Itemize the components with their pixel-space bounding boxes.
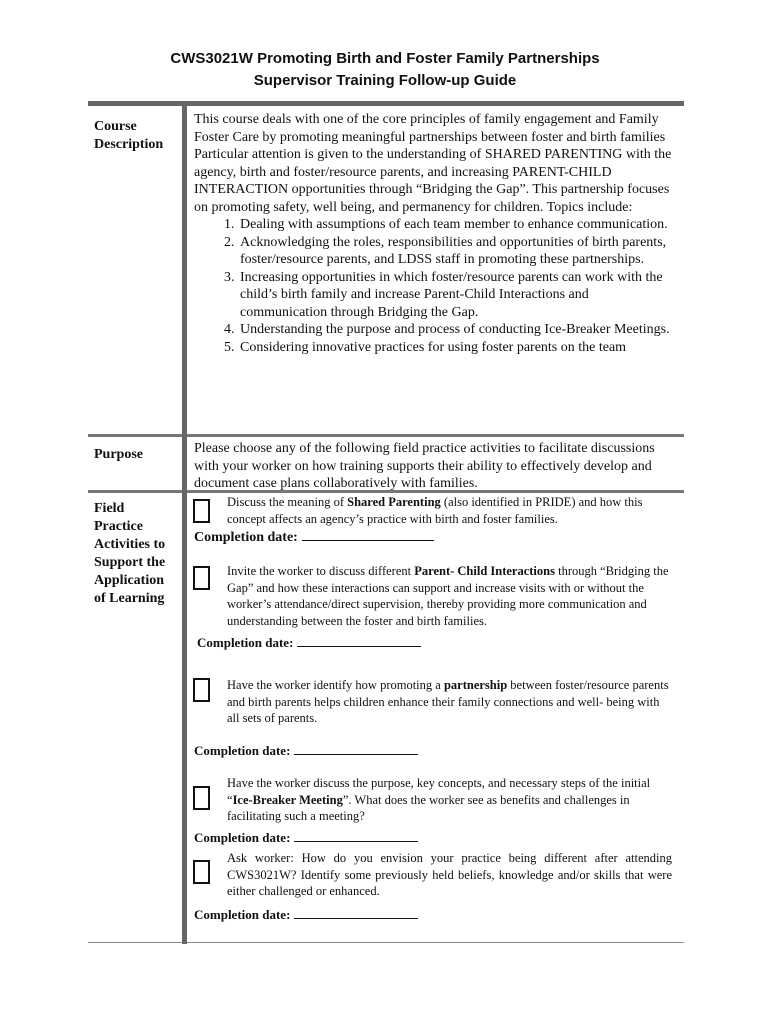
- document-subtitle: Supervisor Training Follow-up Guide: [253, 72, 517, 89]
- activity-text: Invite the worker to discuss different: [227, 564, 415, 578]
- table-bottom-rule: [88, 942, 684, 943]
- label-line: Support the: [94, 555, 166, 570]
- completion-label: Completion date:: [194, 530, 298, 545]
- activity-3-checkbox[interactable]: [193, 678, 210, 702]
- purpose-label: Purpose: [94, 447, 143, 462]
- activity-text: Ask worker: How do you envision your practice being different after attending CWS3021W? Identify some previously held beliefs, knowledge and/or skills that were either challenged or enhanced.: [227, 851, 672, 898]
- section-divider-purpose: [88, 434, 684, 437]
- activity-2-text: [227, 563, 672, 629]
- label-line: Activities to: [94, 537, 166, 552]
- completion-date-3-field[interactable]: [294, 742, 418, 755]
- table-top-rule: [88, 101, 684, 106]
- activity-keyword: partnership: [443, 678, 508, 692]
- label-line: Course: [94, 119, 137, 134]
- completion-date-2: [197, 634, 421, 651]
- purpose-text: Please choose any of the following field practice activities to facilitate discussions with your worker on how training supports their ability to effectively develop and document case plans collaboratively with families.: [194, 441, 655, 491]
- activity-4-checkbox[interactable]: [193, 786, 210, 810]
- activity-text: Have the worker discuss the purpose, key concepts, and necessary steps of the initial “: [227, 776, 651, 807]
- activity-2-checkbox[interactable]: [193, 566, 210, 590]
- activity-1-text: [227, 494, 672, 527]
- completion-date-1: [194, 528, 434, 546]
- activity-keyword: Parent- Child Interactions: [414, 564, 555, 578]
- completion-date-3: [194, 742, 418, 759]
- topic-item: 4. Understanding the purpose and process of conducting Ice-Breaker Meetings.: [238, 321, 678, 339]
- activity-text: through “Bridging the Gap” and how these interactions can support and increase visits with or without the worker’s attendance/direct supervision, thereby providing more communication and understanding between the foster and birth families.: [227, 564, 669, 628]
- topic-item: 5. Considering innovative practices for using foster parents on the team: [238, 339, 678, 357]
- completion-label: Completion date:: [194, 907, 291, 922]
- completion-label: Completion date:: [194, 743, 291, 758]
- label-line: Description: [94, 137, 164, 152]
- label-line: Application: [94, 573, 165, 588]
- completion-label: Completion date:: [194, 830, 291, 845]
- completion-date-4-field[interactable]: [294, 829, 418, 842]
- completion-date-5: [194, 906, 418, 923]
- topic-item: 1. Dealing with assumptions of each team member to enhance communication.: [238, 216, 678, 234]
- field-practice-label: [94, 500, 165, 608]
- activity-1-checkbox[interactable]: [193, 499, 210, 523]
- activity-text: Discuss the meaning of: [227, 495, 348, 509]
- label-line: Practice: [94, 519, 143, 534]
- activity-5-checkbox[interactable]: [193, 860, 210, 884]
- course-description-label: [94, 118, 163, 154]
- course-intro: This course deals with one of the core principles of family engagement and Family Foster Care by promoting meaningful partnerships between foster and birth families Particular attention is given to the understanding of SHARED PARENTING with the agency, birth and foster/resource parents, and increasing PARENT-CHILD INTERACTION opportunities through “Bridging the Gap”. This partnership focuses on promoting safety, well being, and permanency for children. Topics include:: [194, 112, 672, 215]
- activity-4-text: [227, 775, 672, 825]
- label-line: Field: [94, 501, 125, 516]
- activity-5-text: [227, 850, 672, 900]
- activity-text: between foster/resource parents and birth parents helps children enhance their family connections and well- being with all sets of parents.: [227, 678, 669, 725]
- completion-date-4: [194, 829, 418, 846]
- activity-text: Have the worker identify how promoting a: [227, 678, 444, 692]
- label-line: of Learning: [94, 591, 165, 606]
- activity-3-text: [227, 677, 672, 727]
- completion-date-1-field[interactable]: [302, 528, 434, 541]
- completion-date-2-field[interactable]: [297, 634, 421, 647]
- column-divider: [182, 104, 187, 944]
- activity-text: ”. What does the worker see as benefits and challenges in facilitating such a meeting?: [227, 792, 630, 823]
- course-description-text: [194, 111, 678, 356]
- topics-list: [194, 216, 678, 356]
- activity-text: (also identified in PRIDE) and how this concept affects an agency’s practice with birth and foster families.: [227, 495, 643, 526]
- topic-item: 2. Acknowledging the roles, responsibilities and opportunities of birth parents, foster/resource parents, and LDSS staff in promoting these partnerships.: [238, 234, 678, 269]
- completion-date-5-field[interactable]: [294, 906, 418, 919]
- document-title: CWS3021W Promoting Birth and Foster Family Partnerships: [170, 50, 600, 67]
- completion-label: Completion date:: [197, 635, 294, 650]
- activity-keyword: Ice-Breaker Meeting: [232, 792, 343, 807]
- activity-keyword: Shared Parenting: [347, 495, 441, 509]
- topic-item: 3. Increasing opportunities in which foster/resource parents can work with the child’s birth family and increase Parent-Child Interactions and communication through Bridging the Gap.: [238, 269, 678, 322]
